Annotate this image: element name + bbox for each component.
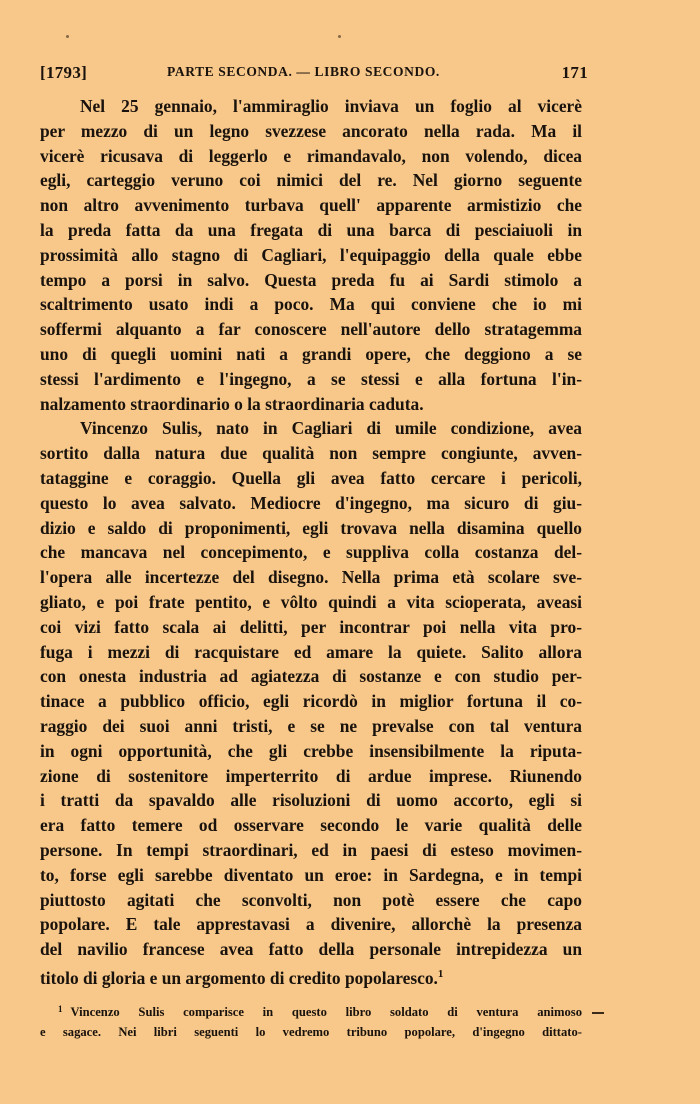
running-header [40,63,588,85]
footnote-line: e sagace. Nei libri seguenti lo vedremo tribuno popolare, d'ingegno dittato- [40,1025,582,1039]
footnote-text-1: Vincenzo Sulis comparisce in questo libro soldato di ventura animoso [70,1005,582,1019]
text-line: era fatto temere od osservare secondo le varie qualità delle [40,815,582,836]
scan-specks [0,0,700,60]
text-line: zione di sostenitore imperterrito di ardue imprese. Riunendo [40,765,582,786]
text-line-last [40,962,582,987]
footnote [40,999,582,1042]
text-line: fuga i mezzi di racquistare ed amare la quiete. Salito allora [40,641,582,662]
text-line: nalzamento straordinario o la straordinaria caduta. [40,393,424,414]
text-line: non altro avvenimento turbava quell' apparente armistizio che [40,195,582,216]
text-line: gliato, e poi frate pentito, e vôlto quindi a vita scioperata, aveasi [40,591,582,612]
text-line: prossimità allo stagno di Cagliari, l'equipaggio della quale ebbe [40,244,582,265]
text-line: in ogni opportunità, che gli crebbe insensibilmente la riputa- [40,740,582,761]
text-line: la preda fatta da una fregata di una barca di pesciaiuoli in [40,219,582,240]
text-line: uno di quegli uomini nati a grandi opere, che deggiono a se [40,343,582,364]
page-number: 171 [561,63,588,82]
text-line-content: titolo di gloria e un argomento di credito popolaresco. [40,967,438,988]
footnote-reference[interactable]: 1 [437,967,444,980]
text-line: scaltrimento usato indi a poco. Ma qui conviene che io mi [40,294,582,315]
text-line: i tratti da spavaldo alle risoluzioni di uomo accorto, egli si [40,790,582,811]
text-line: l'opera alle incertezze del disegno. Nella prima età scolare sve- [40,567,582,588]
text-line: egli, carteggio veruno coi nimici del re. Nel giorno seguente [40,170,582,191]
header-year: [1793] [40,63,88,82]
text-line: questo lo avea salvato. Mediocre d'ingegno, ma sicuro di giu- [40,492,582,513]
text-line: to, forse egli sarebbe diventato un eroe: in Sardegna, e in tempi [40,864,582,885]
text-line: che mancava nel concepimento, e suppliva colla costanza del- [40,542,582,563]
text-line: coi vizi fatto scala ai delitti, per incontrar poi nella vita pro- [40,616,582,637]
text-line: raggio dei suoi anni tristi, e se ne prevalse con tal ventura [40,715,582,736]
footnote-mark: 1 [58,1004,63,1014]
text-line: sortito dalla natura due qualità non sempre congiunte, avven- [40,443,582,464]
text-line: tinace a pubblico officio, egli ricordò in miglior fortuna il co- [40,691,582,712]
text-line: del navilio francese avea fatto della personale intrepidezza un [40,939,582,960]
text-line: popolare. E tale apprestavasi a divenire, allorchè la presenza [40,914,582,935]
text-line: dizio e saldo di proponimenti, egli trovava nella disamina quello [40,517,582,538]
text-line: tataggine e coraggio. Quella gli avea fatto cercare i pericoli, [40,467,582,488]
body-text [40,94,582,987]
text-line: stessi l'ardimento e l'ingegno, a se stessi e alla fortuna l'in- [40,368,582,389]
scan-speck [66,35,69,38]
header-running-title: PARTE SECONDA. — LIBRO SECONDO. [167,64,440,79]
margin-mark [592,1012,604,1014]
text-line: soffermi alquanto a far conoscere nell'autore dello stratagemma [40,319,582,340]
text-line: piuttosto agitati che sconvolti, non potè essere che capo [40,889,582,910]
text-line: persone. In tempi straordinari, ed in paesi di esteso movimen- [40,839,582,860]
text-line: Vincenzo Sulis, nato in Cagliari di umile condizione, avea [80,418,582,439]
text-line: Nel 25 gennaio, l'ammiraglio inviava un foglio al vicerè [80,96,582,116]
footnote-line [40,999,582,1022]
text-line: con onesta industria ad agiatezza di sostanze e con studio per- [40,666,582,687]
scan-speck [338,35,341,38]
text-line: vicerè ricusava di leggerlo e rimandavalo, non volendo, dicea [40,145,582,166]
text-line: per mezzo di un legno svezzese ancorato nella rada. Ma il [40,120,582,141]
text-line: tempo a porsi in salvo. Questa preda fu ai Sardi stimolo a [40,269,582,290]
